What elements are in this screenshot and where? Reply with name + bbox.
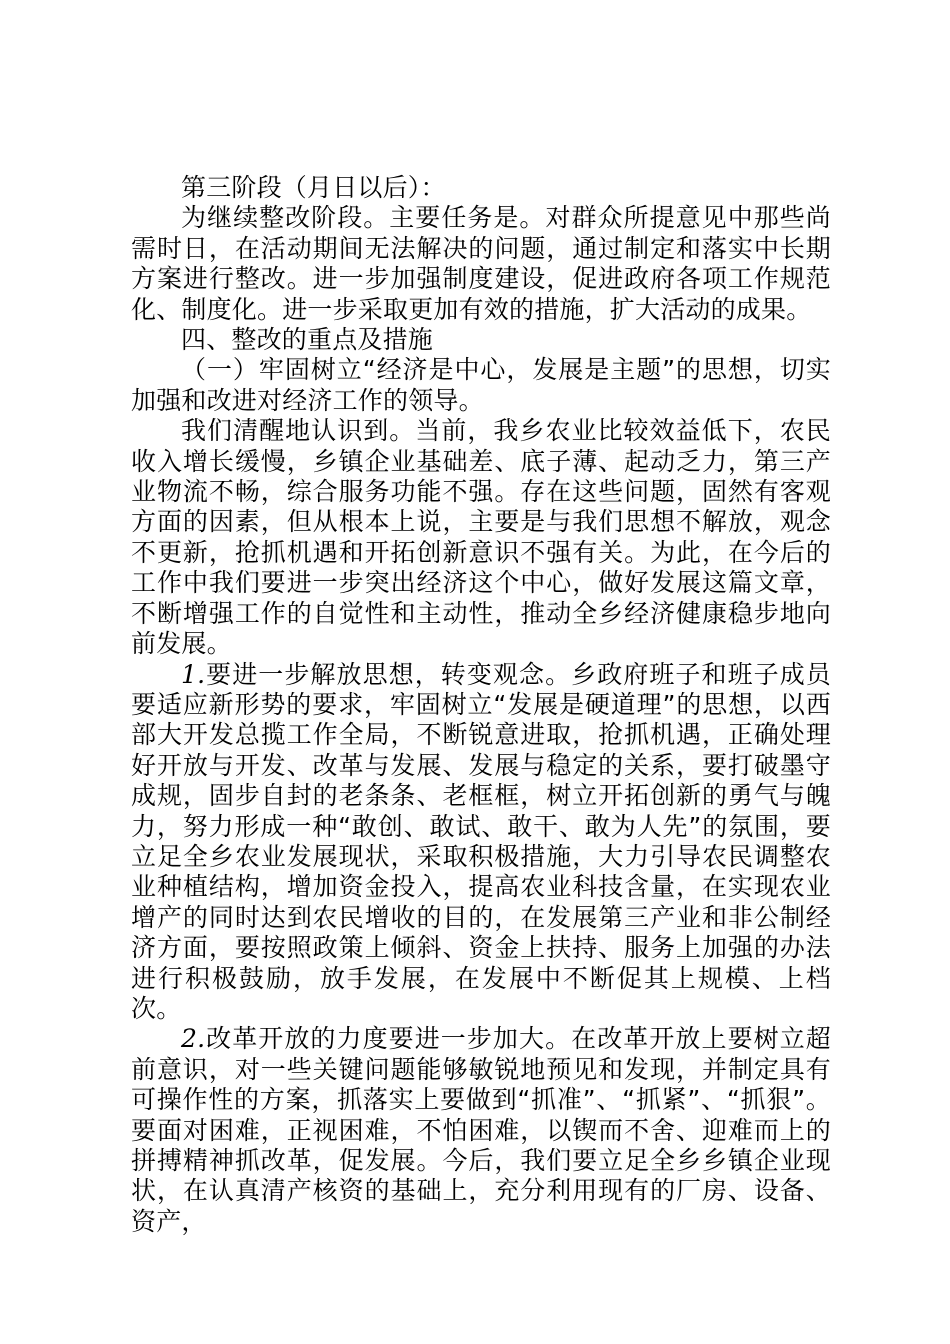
item-number: 2. (181, 1024, 206, 1054)
paragraph-stage-three-body (131, 203, 831, 325)
item-number: 1. (181, 659, 206, 689)
paragraph-stage-three-heading (131, 173, 831, 203)
section-heading-four (131, 325, 831, 355)
paragraph-item-1 (131, 660, 831, 1025)
paragraph-text: （一）牢固树立“经济是中心，发展是主题”的思想，切实加强和改进对经济工作的领导。 (131, 355, 831, 415)
paragraph-item-2 (131, 1024, 831, 1237)
paragraph-text: 为继续整改阶段。主要任务是。对群众所提意见中那些尚需时日，在活动期间无法解决的问题，通过制定和落实中长期方案进行整改。进一步加强制度建设，促进政府各项工作规范化、制度化。进一步采取更加有效的措施，扩大活动的成果。 (131, 203, 831, 324)
paragraph-text: 四、整改的重点及措施 (181, 325, 434, 355)
subsection-heading-one (131, 355, 831, 416)
paragraph-awareness (131, 416, 831, 659)
paragraph-text: 第三阶段（月日以后）： (181, 173, 446, 202)
document-body (131, 173, 831, 1237)
paragraph-text: 我们清醒地认识到。当前，我乡农业比较效益低下，农民收入增长缓慢，乡镇企业基础差、底子薄、起动乏力，第三产业物流不畅，综合服务功能不强。存在这些问题，固然有客观方面的因素，但从根本上说，主要是与我们思想不解放，观念不更新，抢抓机遇和开拓创新意识不强有关。为此，在今后的工作中我们要进一步突出经济这个中心，做好发展这篇文章，不断增强工作的自觉性和主动性，推动全乡经济健康稳步地向前发展。 (131, 416, 831, 659)
paragraph-text: 要进一步解放思想，转变观念。乡政府班子和班子成员要适应新形势的要求，牢固树立“发展是硬道理”的思想，以西部大开发总揽工作全局，不断锐意进取，抢抓机遇，正确处理好开放与开发、改革与发展、发展与稳定的关系，要打破墨守成规，固步自封的老条条、老框框，树立开拓创新的勇气与魄力，努力形成一种“敢创、敢试、敢干、敢为人先”的氛围，要立足全乡农业发展现状，采取积极措施，大力引导农民调整农业种植结构，增加资金投入，提高农业科技含量，在实现农业增产的同时达到农民增收的目的，在发展第三产业和非公制经济方面，要按照政策上倾斜、资金上扶持、服务上加强的办法进行积极鼓励，放手发展，在发展中不断促其上规模、上档次。 (131, 659, 831, 1023)
paragraph-text: 改革开放的力度要进一步加大。在改革开放上要树立超前意识，对一些关键问题能够敏锐地预见和发现，并制定具有可操作性的方案，抓落实上要做到“抓准”、“抓紧”、“抓狠”。要面对困难，正视困难，不怕困难，以锲而不舍、迎难而上的拼搏精神抓改革，促发展。今后，我们要立足全乡乡镇企业现状，在认真清产核资的基础上，充分利用现有的厂房、设备、资产， (131, 1024, 831, 1236)
